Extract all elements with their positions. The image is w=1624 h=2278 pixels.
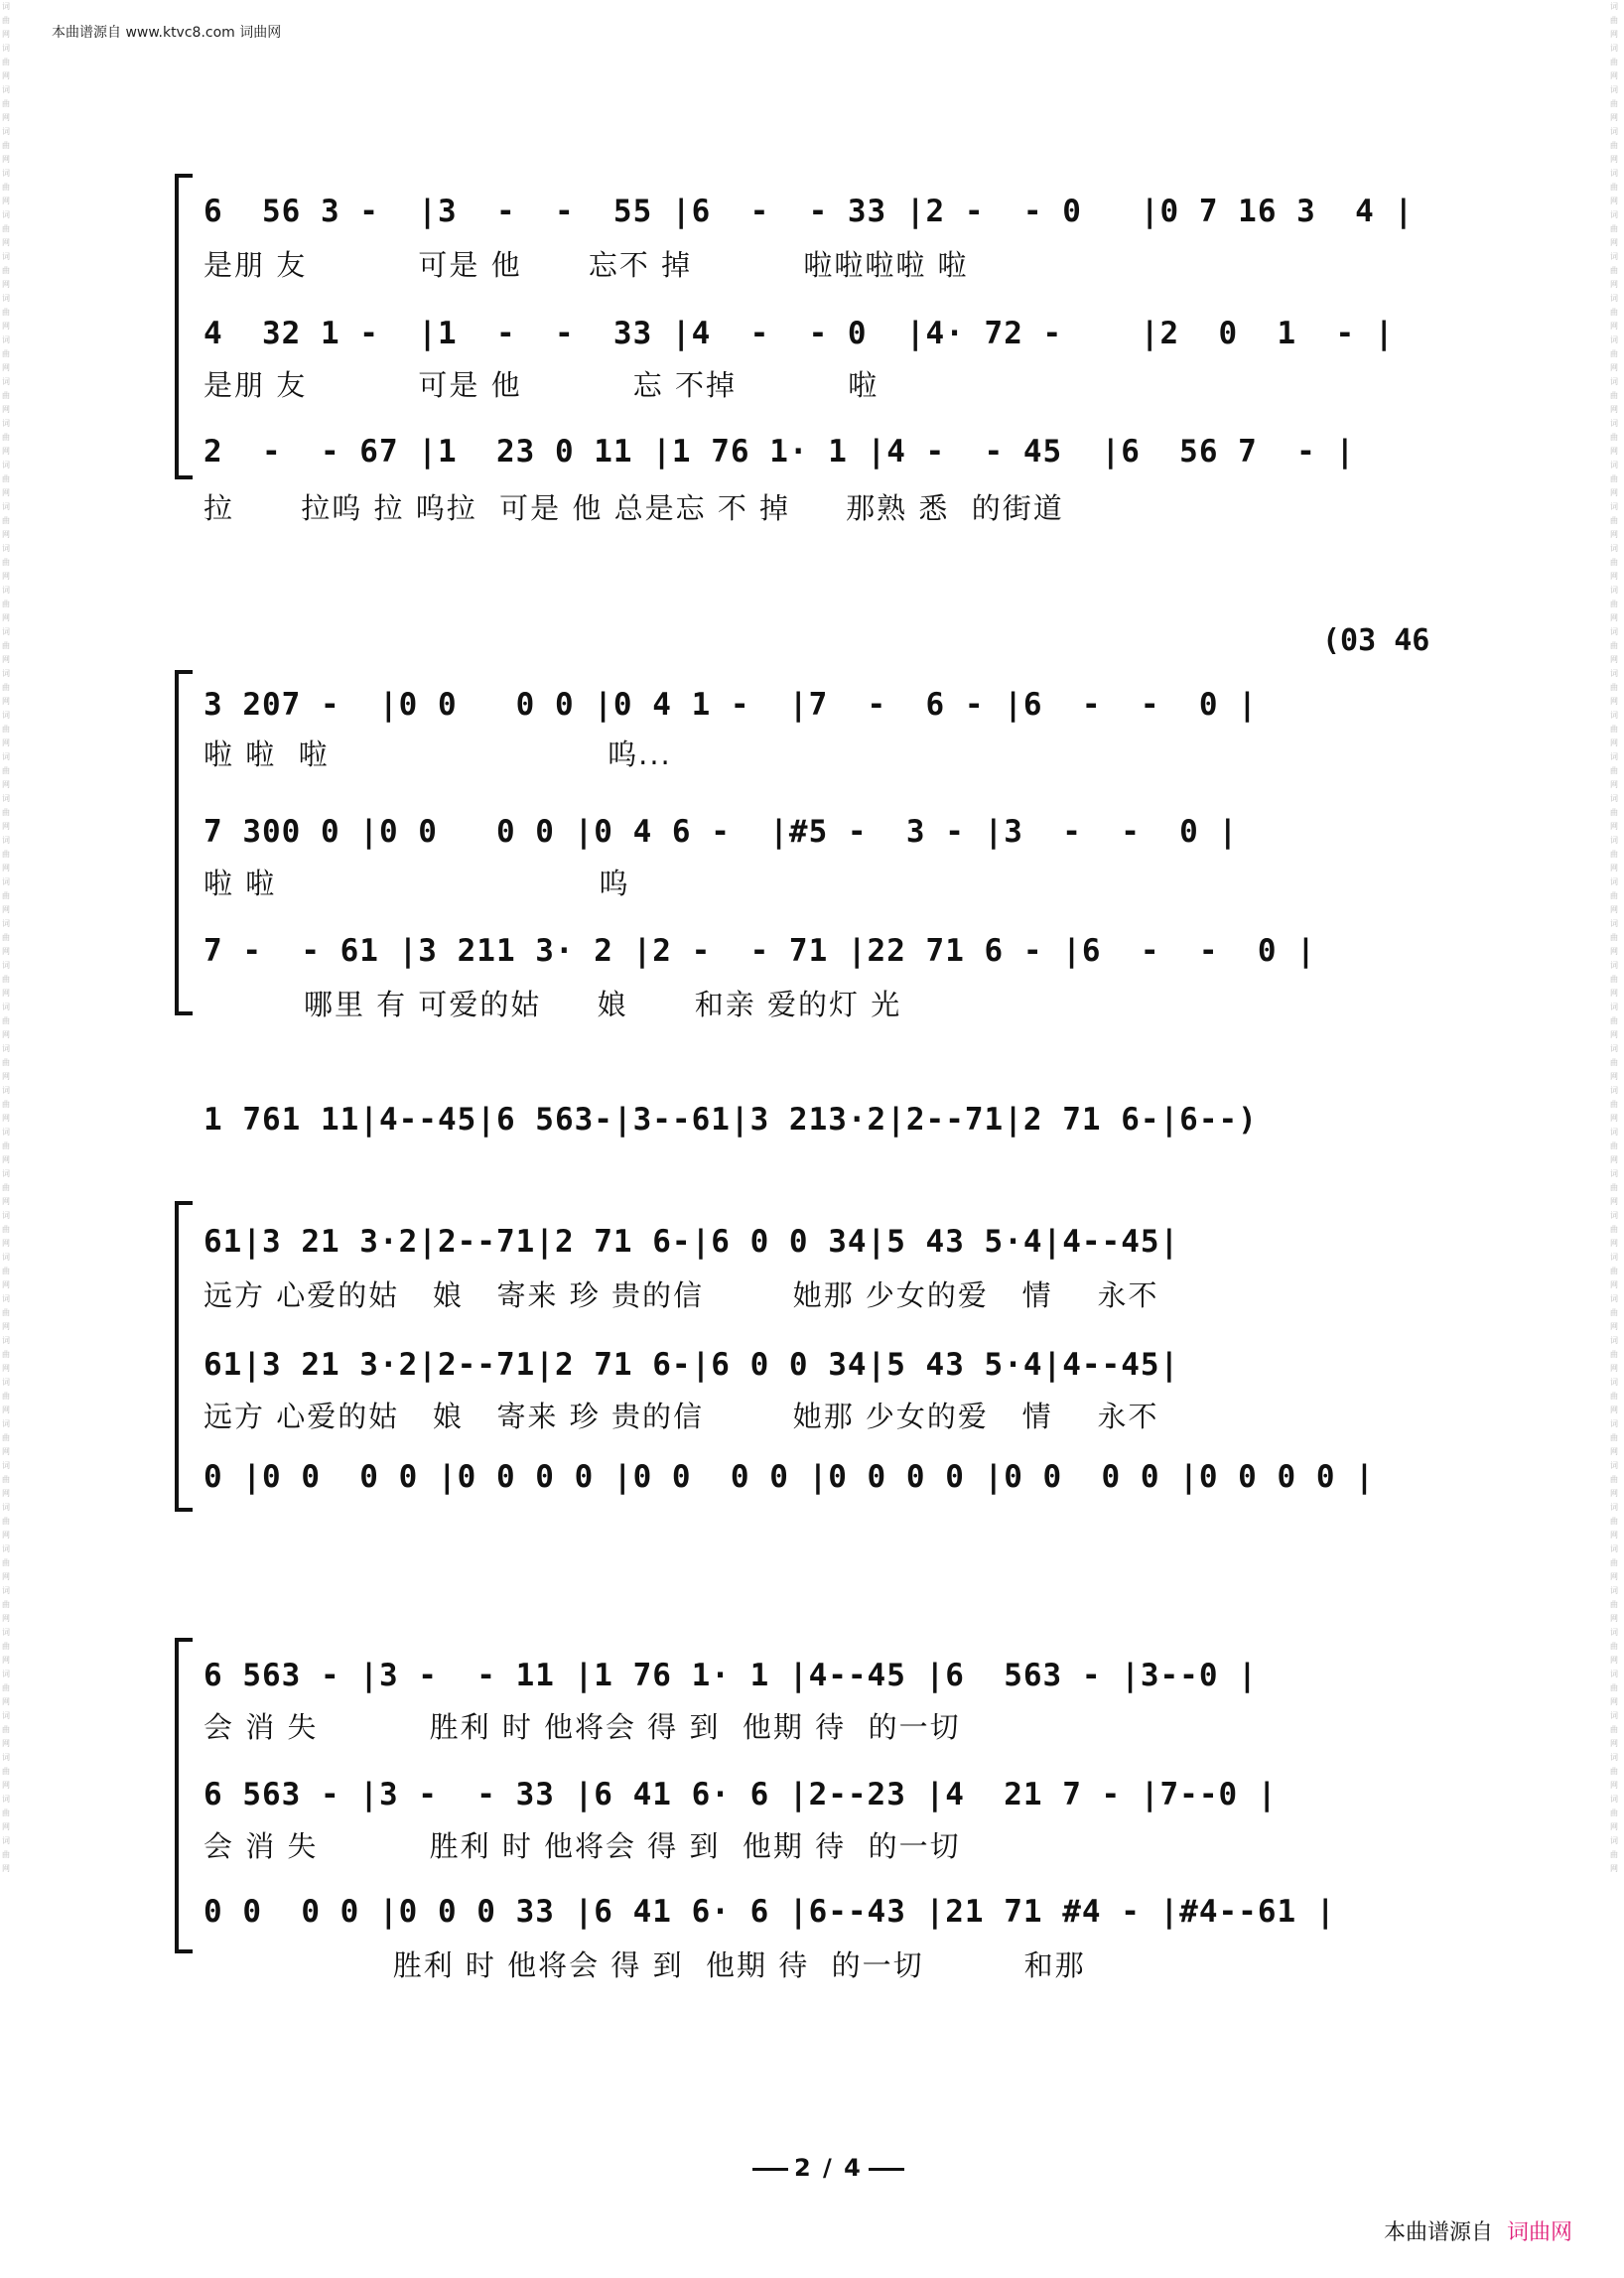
lyric-line: 啦 啦 呜	[203, 867, 630, 900]
lyric-line: 远方 心爱的姑 娘 寄来 珍 贵的信 她那 少女的爱 情 永不	[203, 1400, 1159, 1433]
lyric-line: 啦 啦 啦 呜...	[203, 737, 672, 771]
page-number-rule	[752, 2168, 788, 2171]
notation-line: 6 563 - |3 - - 33 |6 41 6· 6 |2--23 |4 21 7 - |7--0 |	[203, 1777, 1278, 1812]
notation-line: 7 - - 61 |3 211 3· 2 |2 - - 71 |22 71 6 - |6 - - 0 |	[203, 933, 1316, 969]
notation-line: 0 0 0 0 |0 0 0 33 |6 41 6· 6 |6--43 |21 71 #4 - |#4--61 |	[203, 1894, 1336, 1930]
footer-source-label: 本曲谱源自	[1383, 2220, 1493, 2245]
system-brace	[175, 670, 193, 1015]
lyric-line: 拉 拉呜 拉 呜拉 可是 他 总是忘 不 掉 那熟 悉 的街道	[203, 491, 1064, 525]
lyric-line: 远方 心爱的姑 娘 寄来 珍 贵的信 她那 少女的爱 情 永不	[203, 1278, 1159, 1312]
notation-line: 4 32 1 - |1 - - 33 |4 - - 0 |4· 72 - |2 0 1 - |	[203, 316, 1395, 351]
lyric-line: 是朋 友 可是 他 忘 不掉 啦	[203, 368, 880, 402]
footer-credit	[1384, 2215, 1572, 2246]
system-brace	[175, 1201, 193, 1512]
notation-line: 6 563 - |3 - - 11 |1 76 1· 1 |4--45 |6 563 - |3--0 |	[203, 1658, 1258, 1693]
lyric-line: 是朋 友 可是 他 忘不 掉 啦啦啦啦 啦	[203, 248, 969, 282]
lyric-line: 哪里 有 可爱的姑 娘 和亲 爱的灯 光	[203, 988, 902, 1021]
footer-brand-link[interactable]: 词曲网	[1506, 2220, 1572, 2245]
left-watermark-strip: 词曲网词曲网词曲网词曲网词曲网词曲网词曲网词曲网词曲网词曲网词曲网词曲网词曲网词曲网词曲网词曲网词曲网词曲网词曲网词曲网词曲网词曲网词曲网词曲网词曲网词曲网词曲网词曲网词曲网词曲网词曲网词曲网词曲网词曲网词曲网词曲网词曲网词曲网词曲网词曲网词曲网词曲网词曲网词曲网词曲网	[2, 2, 10, 1873]
lyric-line: 会 消 失 胜利 时 他将会 得 到 他期 待 的一切	[203, 1829, 961, 1863]
notation-line: 3 207 - |0 0 0 0 |0 4 1 - |7 - 6 - |6 - - 0 |	[203, 687, 1258, 723]
notation-line: 2 - - 67 |1 23 0 11 |1 76 1· 1 |4 - - 45 |6 56 7 - |	[203, 434, 1356, 469]
notation-line: 6 56 3 - |3 - - 55 |6 - - 33 |2 - - 0 |0 7 16 3 4 |	[203, 194, 1415, 229]
page-number-rule	[869, 2168, 904, 2171]
notation-line: 61|3 21 3·2|2--71|2 71 6-|6 0 0 34|5 43 5·4|4--45|	[203, 1347, 1180, 1383]
lyric-line: 胜利 时 他将会 得 到 他期 待 的一切 和那	[203, 1948, 1086, 1982]
interlude-line: 1 761 11|4--45|6 563-|3--61|3 213·2|2--71|2 71 6-|6--)	[203, 1102, 1258, 1138]
notation-line: 7 300 0 |0 0 0 0 |0 4 6 - |#5 - 3 - |3 - - 0 |	[203, 814, 1239, 850]
page-number	[746, 2154, 910, 2182]
notation-line: 0 |0 0 0 0 |0 0 0 0 |0 0 0 0 |0 0 0 0 |0 0 0 0 |0 0 0 0 |	[203, 1459, 1375, 1495]
right-watermark-strip: 词曲网词曲网词曲网词曲网词曲网词曲网词曲网词曲网词曲网词曲网词曲网词曲网词曲网词曲网词曲网词曲网词曲网词曲网词曲网词曲网词曲网词曲网词曲网词曲网词曲网词曲网词曲网词曲网词曲网词曲网词曲网词曲网词曲网词曲网词曲网词曲网词曲网词曲网词曲网词曲网词曲网词曲网词曲网词曲网词曲网	[1610, 2, 1618, 1873]
notation-line: 61|3 21 3·2|2--71|2 71 6-|6 0 0 34|5 43 5·4|4--45|	[203, 1224, 1180, 1260]
lyric-line: 会 消 失 胜利 时 他将会 得 到 他期 待 的一切	[203, 1710, 961, 1744]
system-brace	[175, 1638, 193, 1953]
pickup-notes: (03 46	[1322, 623, 1430, 658]
system-brace	[175, 174, 193, 479]
page-number-text: 2 / 4	[794, 2154, 863, 2182]
source-header: 本曲谱源自 www.ktvc8.com 词曲网	[52, 25, 282, 41]
